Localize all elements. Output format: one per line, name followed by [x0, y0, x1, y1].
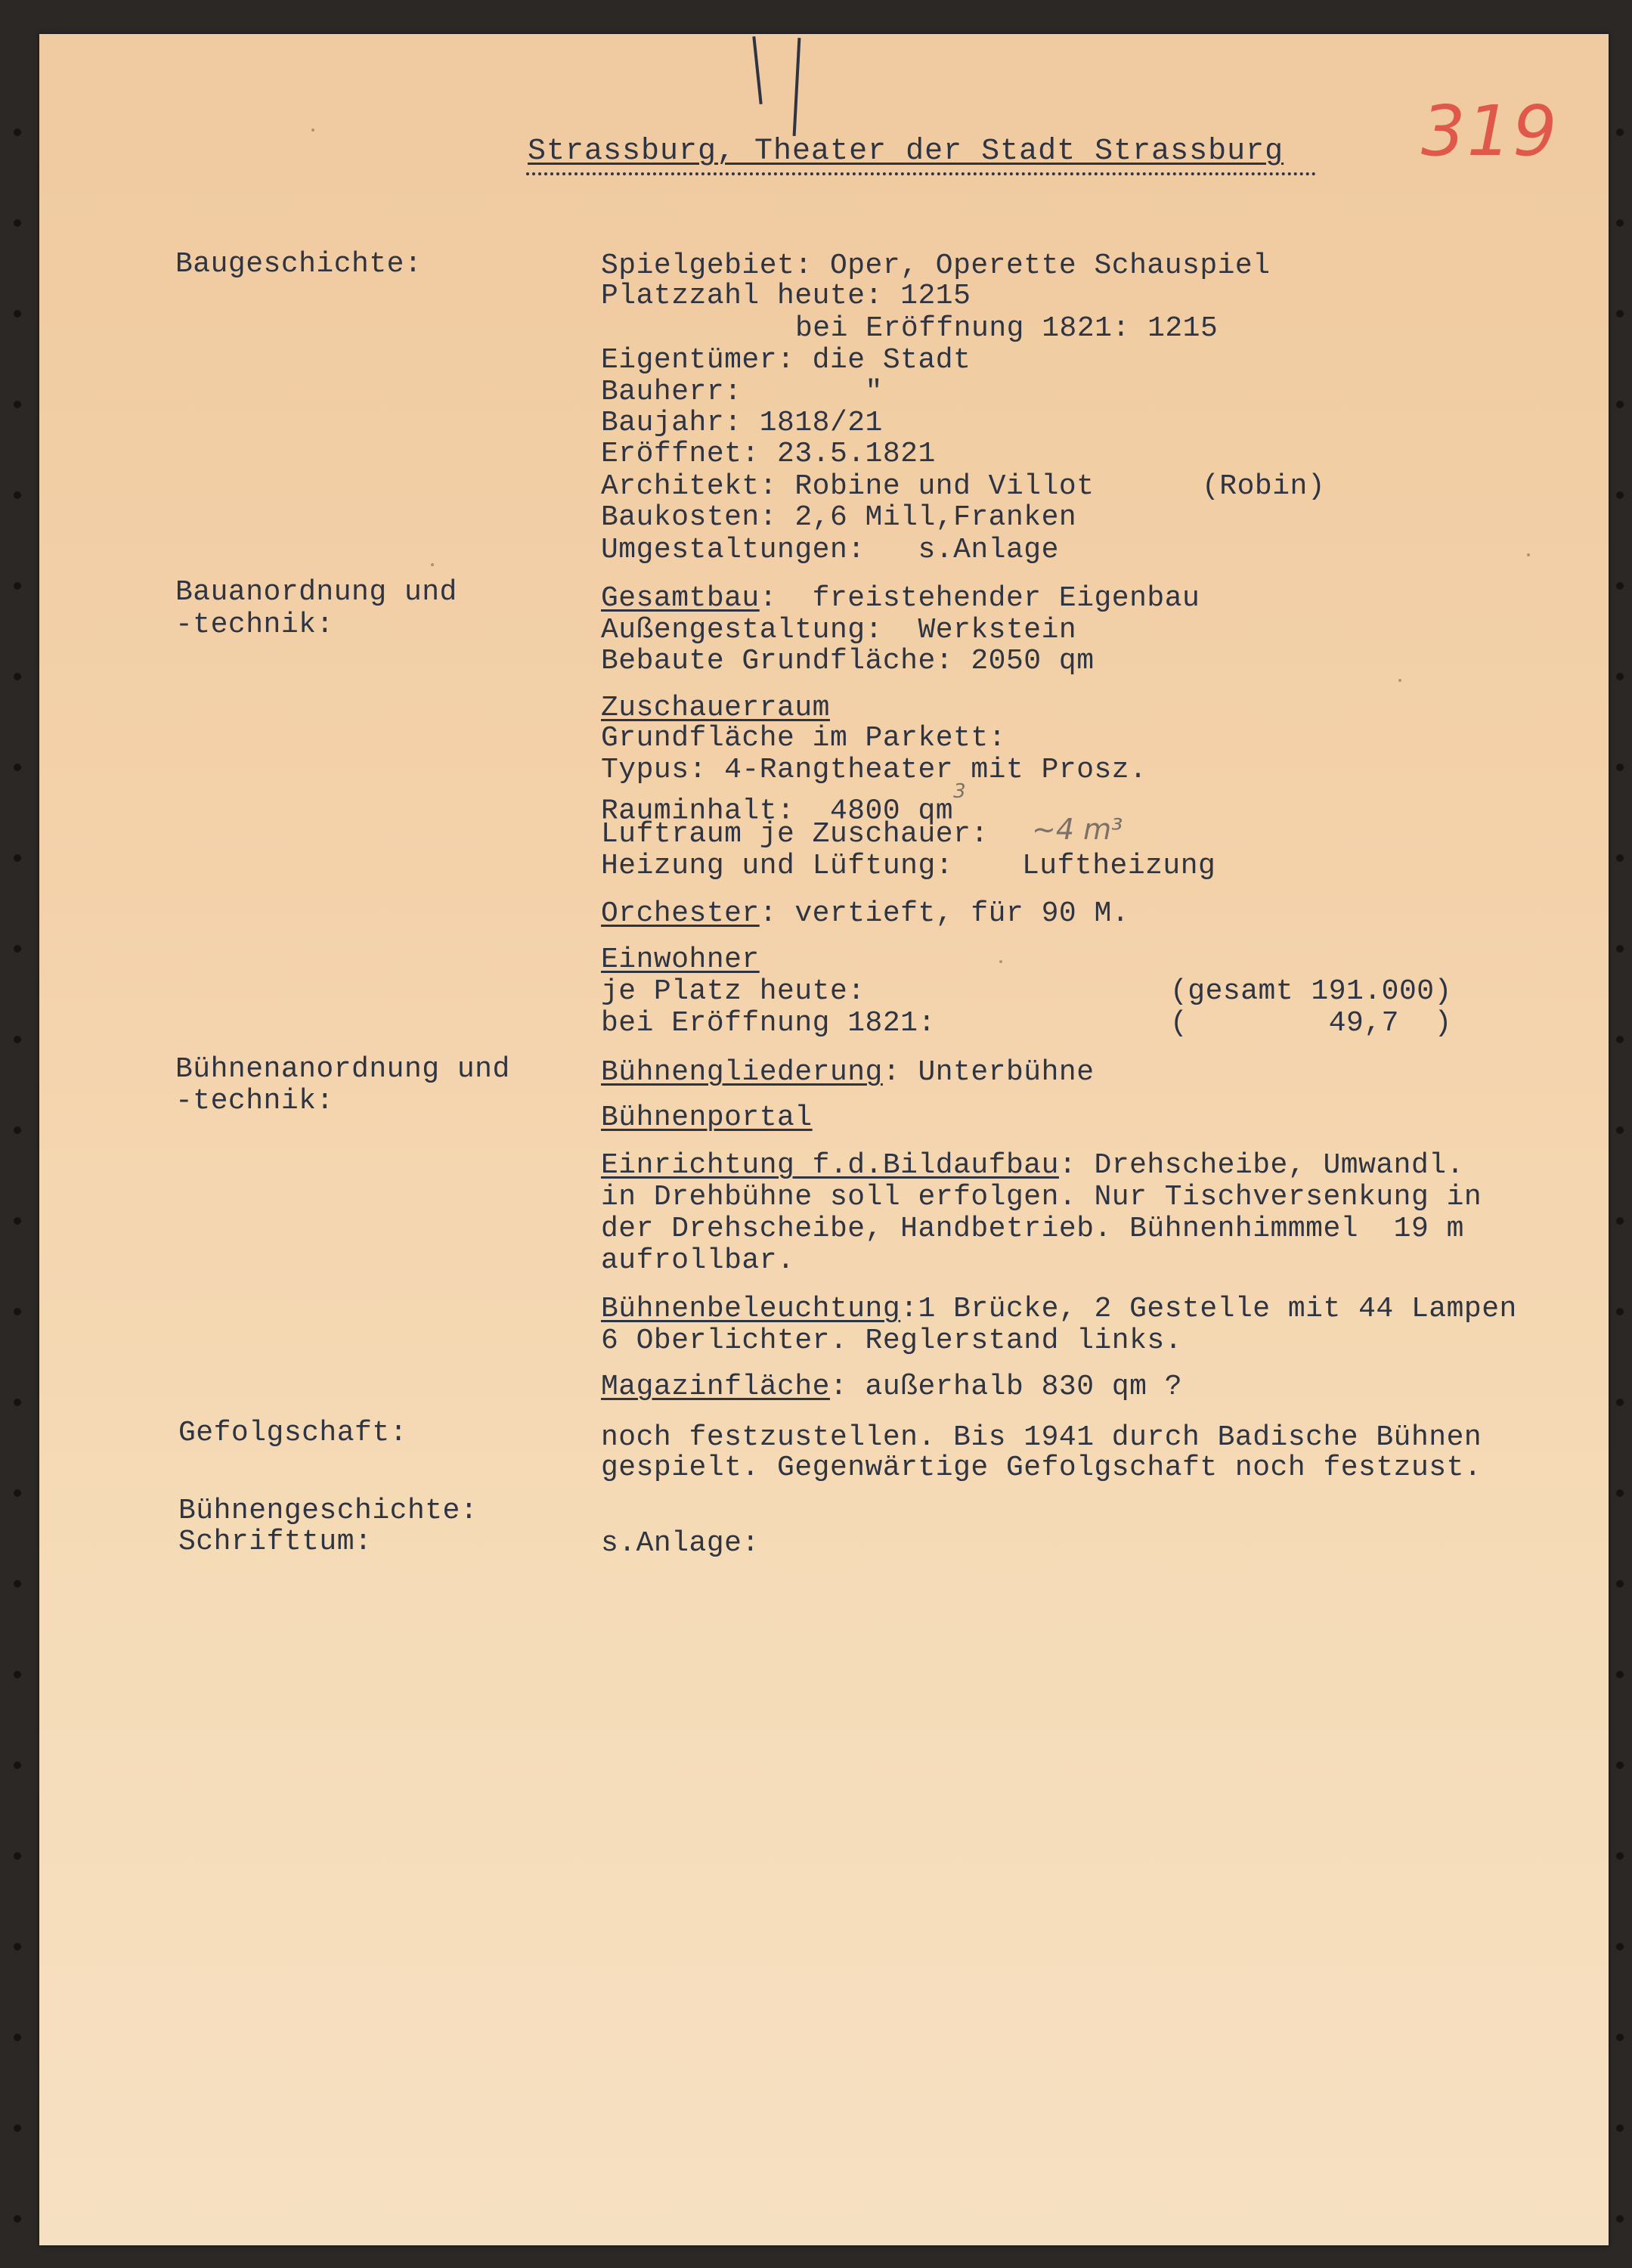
schrifttum-value: s.Anlage: [601, 1527, 760, 1560]
orchester-text: : vertieft, für 90 M. [759, 897, 1130, 930]
architekt: Architekt: Robine und Villot [601, 470, 1095, 503]
label-baugeschichte: Baugeschichte: [175, 248, 423, 280]
einrichtung-line-3: der Drehscheibe, Handbetrieb. Bühnenhimmmel 19 m [601, 1213, 1464, 1245]
heizung-value: Luftheizung [1022, 850, 1216, 882]
gesamtbau [601, 582, 1200, 615]
label-buehnenanordnung-1: Bühnenanordnung und [175, 1053, 510, 1086]
label-bauanordnung-2: -technik: [175, 609, 334, 641]
gesamtbau-heading: Gesamtbau [601, 582, 760, 615]
aussengestaltung: Außengestaltung: Werkstein [601, 614, 1077, 646]
typus: Typus: 4-Rangtheater mit Prosz. [601, 754, 1147, 786]
label-schrifttum: Schrifttum: [178, 1526, 373, 1558]
heizung: Heizung und Lüftung: [601, 850, 954, 882]
bei-eroeffnung-1821: bei Eröffnung 1821: [601, 1007, 936, 1040]
einrichtung-line-4: aufrollbar. [601, 1244, 795, 1277]
platzzahl: Platzzahl heute: 1215 [601, 280, 971, 312]
page-number: 319 [1421, 91, 1559, 172]
label-buehnenanordnung-2: -technik: [175, 1085, 334, 1117]
orchester [601, 897, 1129, 931]
bauherr: Bauherr: " [601, 376, 883, 408]
baukosten: Baukosten: 2,6 Mill,Franken [601, 501, 1077, 534]
baujahr: Baujahr: 1818/21 [601, 407, 883, 439]
rauminhalt-superscript: 3 [953, 780, 967, 803]
speck [1398, 679, 1401, 682]
speck [999, 960, 1002, 963]
beleuchtung-text: :1 Brücke, 2 Gestelle mit 44 Lampen [900, 1293, 1517, 1325]
luftraum: Luftraum je Zuschauer: [601, 818, 989, 850]
einwohner-1821-value: ( 49,7 ) [1170, 1007, 1452, 1040]
bebaute-grundflaeche: Bebaute Grundfläche: 2050 qm [601, 645, 1095, 677]
rauminhalt-text: Rauminhalt: 4800 qm [601, 795, 954, 828]
magazin-text: : außerhalb 830 qm ? [829, 1371, 1183, 1403]
eroeffnet: Eröffnet: 23.5.1821 [601, 438, 936, 470]
page-title: Strassburg, Theater der Stadt Strassburg [528, 135, 1284, 169]
einwohner-heading: Einwohner [601, 943, 760, 976]
label-buehnengeschichte: Bühnengeschichte: [178, 1495, 478, 1527]
orchester-heading: Orchester [601, 897, 760, 930]
buehnengliederung [601, 1056, 1095, 1089]
luftraum-pencil-note: ~4 m³ [1032, 813, 1123, 846]
grundflaeche-parkett: Grundfläche im Parkett: [601, 722, 1006, 754]
einrichtung-heading: Einrichtung f.d.Bildaufbau [601, 1149, 1059, 1182]
gefolgschaft-line-1: noch festzustellen. Bis 1941 durch Badische Bühnen [601, 1421, 1482, 1454]
buehnengliederung-text: : Unterbühne [882, 1056, 1095, 1089]
spielgebiet: Spielgebiet: Oper, Operette Schauspiel [601, 249, 1271, 282]
speck [311, 129, 314, 132]
beleuchtung-heading: Bühnenbeleuchtung [601, 1293, 901, 1325]
einrichtung [601, 1149, 1464, 1182]
label-gefolgschaft: Gefolgschaft: [178, 1417, 407, 1449]
magazinflaeche [601, 1371, 1182, 1404]
platzzahl-eroeffnung: bei Eröffnung 1821: 1215 [795, 312, 1219, 345]
einrichtung-line-2: in Drehbühne soll erfolgen. Nur Tischversenkung in [601, 1181, 1482, 1213]
je-platz-heute: je Platz heute: [601, 975, 866, 1008]
einwohner-gesamt: (gesamt 191.000) [1170, 975, 1452, 1008]
gesamtbau-text: : freistehender Eigenbau [759, 582, 1200, 615]
buehnenbeleuchtung [601, 1293, 1517, 1326]
einrichtung-text: : Drehscheibe, Umwandl. [1058, 1149, 1464, 1182]
label-bauanordnung-1: Bauanordnung und [175, 576, 457, 609]
title-underline [526, 172, 1316, 175]
magazin-heading: Magazinfläche [601, 1371, 830, 1403]
speck [431, 563, 434, 566]
architekt-note: (Robin) [1202, 470, 1326, 503]
eigentuemer: Eigentümer: die Stadt [601, 344, 971, 376]
zuschauerraum-heading: Zuschauerraum [601, 692, 830, 724]
umgestaltungen: Umgestaltungen: s.Anlage [601, 534, 1059, 566]
gefolgschaft-line-2: gespielt. Gegenwärtige Gefolgschaft noch festzust. [601, 1452, 1482, 1484]
buehnengliederung-heading: Bühnengliederung [601, 1056, 883, 1089]
beleuchtung-line-2: 6 Oberlichter. Reglerstand links. [601, 1325, 1183, 1357]
buehnenportal-heading: Bühnenportal [601, 1101, 813, 1134]
speck [1527, 553, 1530, 556]
